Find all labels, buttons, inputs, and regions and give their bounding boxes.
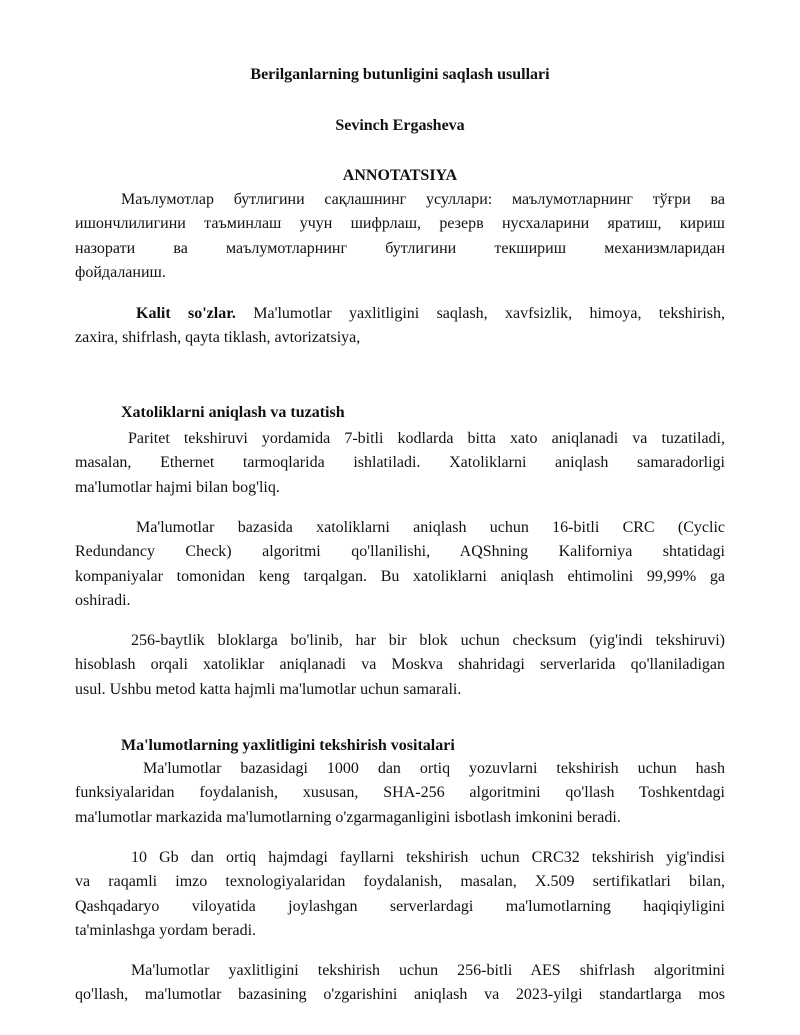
paragraph (75, 959, 725, 1008)
text-line: funksiyalaridan foydalanish, xususan, SHA-256 algoritmini qo'llash Toshkentdagi (75, 784, 725, 802)
section-heading: Ma'lumotlarning yaxlitligini tekshirish vositalari (121, 737, 455, 754)
text-line: Ma'lumotlar bazasida xatoliklarni aniqlash uchun 16-bitli CRC (Cyclic (136, 519, 725, 536)
keywords-text: Ma'lumotlar yaxlitligini saqlash, xavfsizlik, himoya, tekshirish, (253, 305, 726, 322)
text-line: va raqamli imzo texnologiyalaridan foydalanish, masalan, X.509 sertifikatlari bilan, (75, 873, 725, 891)
text-line: masalan, Ethernet tarmoqlarida ishlatiladi. Xatoliklarni aniqlash samaradorligi (75, 454, 725, 472)
text-line: Qashqadaryo viloyatida joylashgan serverlardagi ma'lumotlarning haqiqiyligini (75, 897, 725, 915)
text-line: 10 Gb dan ortiq hajmdagi fayllarni tekshirish uchun CRC32 tekshirish yig'indisi (131, 849, 725, 866)
text-line: ta'minlashga yordam beradi. (75, 921, 257, 939)
text-line: oshiradi. (75, 591, 131, 609)
paragraph (75, 846, 725, 943)
section-heading: Xatoliklarni aniqlash va tuzatish (121, 404, 345, 421)
document-title: Berilganlarning butunligini saqlash usullari (250, 66, 550, 83)
annotation-heading: ANNOTATSIYA (342, 167, 458, 184)
paragraph (75, 629, 725, 702)
paragraph (75, 516, 725, 613)
text-line: ишончлилигини таъминлаш учун шифрлаш, резерв нусхаларини яратиш, кириш (75, 215, 725, 233)
annotation-paragraph (75, 188, 725, 285)
keywords-line (75, 302, 725, 326)
paragraph (75, 757, 725, 830)
text-line: Ma'lumotlar bazasidagi 1000 dan ortiq yozuvlarni tekshirish uchun hash (143, 760, 725, 777)
text-line: zaxira, shifrlash, qayta tiklash, avtorizatsiya, (75, 329, 361, 347)
keywords-label: Kalit so'zlar. (136, 305, 236, 322)
text-line: usul. Ushbu metod katta hajmli ma'lumotlar uchun samarali. (75, 680, 462, 698)
text-line: ma'lumotlar hajmi bilan bog'liq. (75, 478, 280, 496)
text-line: Paritet tekshiruvi yordamida 7-bitli kodlarda bitta xato aniqlanadi va tuzatiladi, (128, 430, 725, 447)
text-line: 256-baytlik bloklarga bo'linib, har bir blok uchun checksum (yig'indi tekshiruvi) (131, 632, 725, 649)
text-line: назорати ва маълумотларнинг бутлигини текшириш механизмларидан (75, 239, 725, 257)
text-line: kompaniyalar tomonidan keng tarqalgan. Bu xatoliklarni aniqlash ehtimolini 99,99% ga (75, 567, 725, 585)
text-line: hisoblash orqali xatoliklar aniqlanadi va Moskva shahridagi serverlarida qo'llaniladigan (75, 656, 725, 674)
keywords-paragraph (75, 302, 725, 351)
text-line: ma'lumotlar markazida ma'lumotlarning o'zgarmaganligini isbotlash imkonini beradi. (75, 808, 621, 826)
paragraph (75, 427, 725, 500)
text-line: Redundancy Check) algoritmi qo'llanilishi, AQShning Kaliforniya shtatidagi (75, 543, 725, 561)
text-line: Ma'lumotlar yaxlitligini tekshirish uchun 256-bitli AES shifrlash algoritmini (131, 962, 725, 979)
author-name: Sevinch Ergasheva (335, 117, 465, 134)
text-line: qo'llash, ma'lumotlar bazasining o'zgarishini aniqlash va 2023-yilgi standartlarga mos (75, 986, 725, 1004)
text-line: фойдаланиш. (75, 263, 166, 281)
text-line: Маълумотлар бутлигини сақлашнинг усуллари: маълумотларнинг тўғри ва (121, 191, 725, 208)
